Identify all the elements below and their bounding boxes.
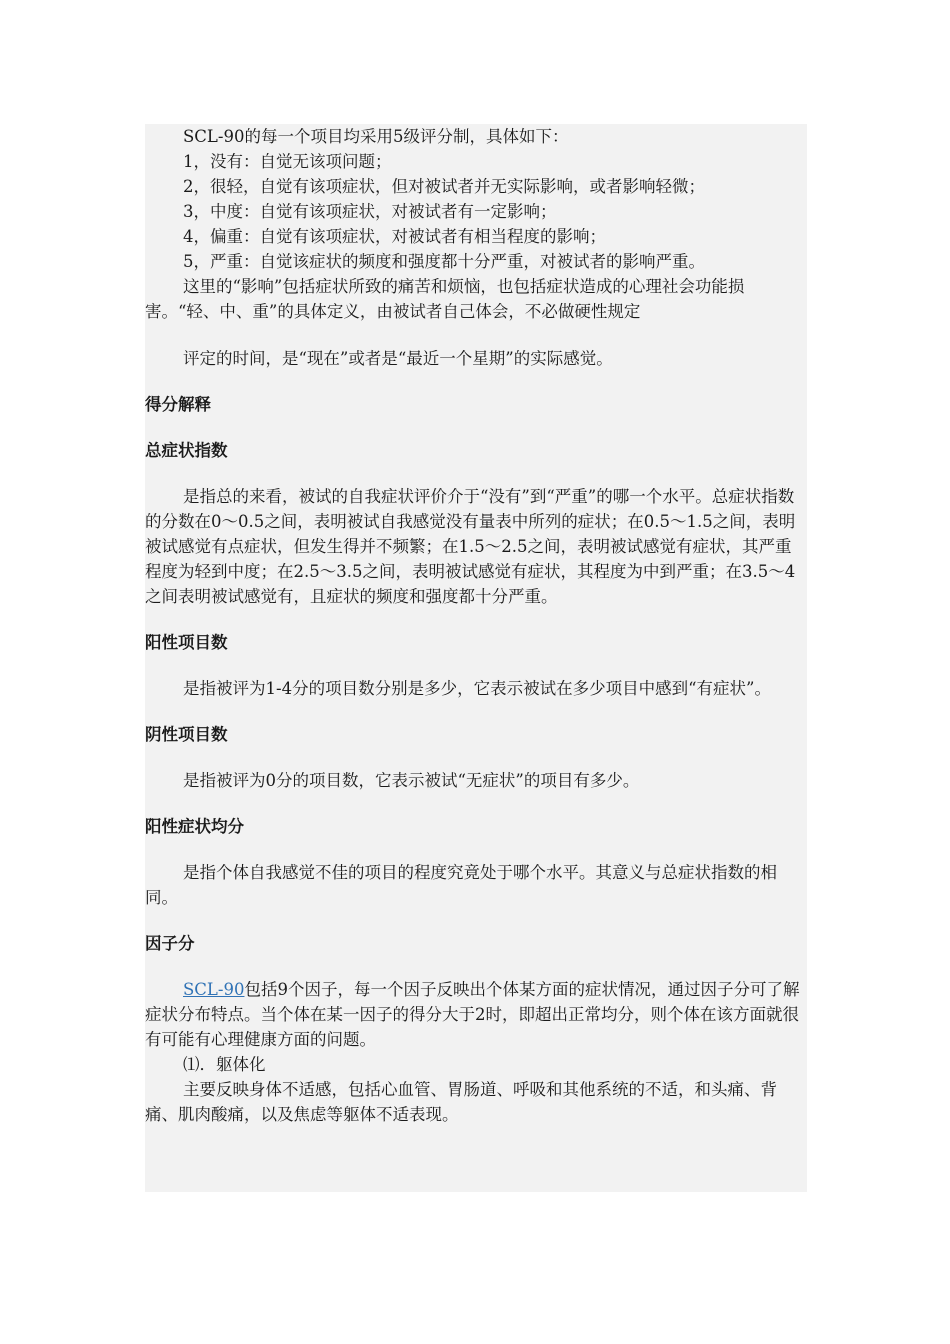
scl90-link[interactable]: SCL-90 xyxy=(183,980,245,999)
intro-line-3: 3，中度：自觉有该项症状，对被试者有一定影响； xyxy=(183,202,557,221)
positive-avg-text: 是指个体自我感觉不佳的项目的程度究竟处于哪个水平。其意义与总症状指数的相同。 xyxy=(145,863,777,907)
intro-time: 评定的时间，是“现在”或者是“最近一个星期”的实际感觉。 xyxy=(183,349,613,368)
intro-line-2: 2，很轻，自觉有该项症状，但对被试者并无实际影响，或者影响轻微； xyxy=(183,177,705,196)
negative-heading: 阴性项目数 xyxy=(145,725,228,744)
positive-avg-heading: 阳性症状均分 xyxy=(145,817,244,836)
total-heading: 总症状指数 xyxy=(145,441,228,460)
factor-heading: 因子分 xyxy=(145,934,195,953)
factor-item-1-text: 主要反映身体不适感，包括心血管、胃肠道、呼吸和其他系统的不适，和头痛、背痛、肌肉酸痛，以及焦虑等躯体不适表现。 xyxy=(145,1080,777,1124)
intro-paragraph: 这里的“影响”包括症状所致的痛苦和烦恼，也包括症状造成的心理社会功能损害。“轻、中、重”的具体定义，由被试者自己体会，不必做硬性规定 xyxy=(145,277,745,321)
intro-line-0: SCL-90的每一个项目均采用5级评分制，具体如下： xyxy=(183,127,569,146)
document-page xyxy=(145,124,807,1192)
intro-line-5: 5，严重：自觉该症状的频度和强度都十分严重，对被试者的影响严重。 xyxy=(183,252,705,271)
positive-text: 是指被评为1-4分的项目数分别是多少，它表示被试在多少项目中感到“有症状”。 xyxy=(183,679,771,698)
factor-text xyxy=(145,977,807,1052)
factor-text-body: 包括9个因子，每一个因子反映出个体某方面的症状情况，通过因子分可了解症状分布特点。当个体在某一因子的得分大于2时，即超出正常均分，则个体在该方面就很有可能有心理健康方面的问题。 xyxy=(145,980,800,1049)
negative-text: 是指被评为0分的项目数，它表示被试“无症状”的项目有多少。 xyxy=(183,771,640,790)
positive-heading: 阳性项目数 xyxy=(145,633,228,652)
score-title: 得分解释 xyxy=(145,395,211,414)
intro-line-4: 4，偏重：自觉有该项症状，对被试者有相当程度的影响； xyxy=(183,227,606,246)
factor-item-1: ⑴．躯体化 xyxy=(183,1055,266,1074)
total-text: 是指总的来看，被试的自我症状评价介于“没有”到“严重”的哪一个水平。总症状指数的分数在0～0.5之间，表明被试自我感觉没有量表中所列的症状；在0.5～1.5之间，表明被试感觉有点症状，但发生得并不频繁；在1.5～2.5之间，表明被试感觉有症状，其严重程度为轻到中度；在2.5～3.5之间，表明被试感觉有症状，其程度为中到严重；在3.5～4之间表明被试感觉有，且症状的频度和强度都十分严重。 xyxy=(145,487,796,606)
intro-line-1: 1，没有：自觉无该项问题； xyxy=(183,152,392,171)
